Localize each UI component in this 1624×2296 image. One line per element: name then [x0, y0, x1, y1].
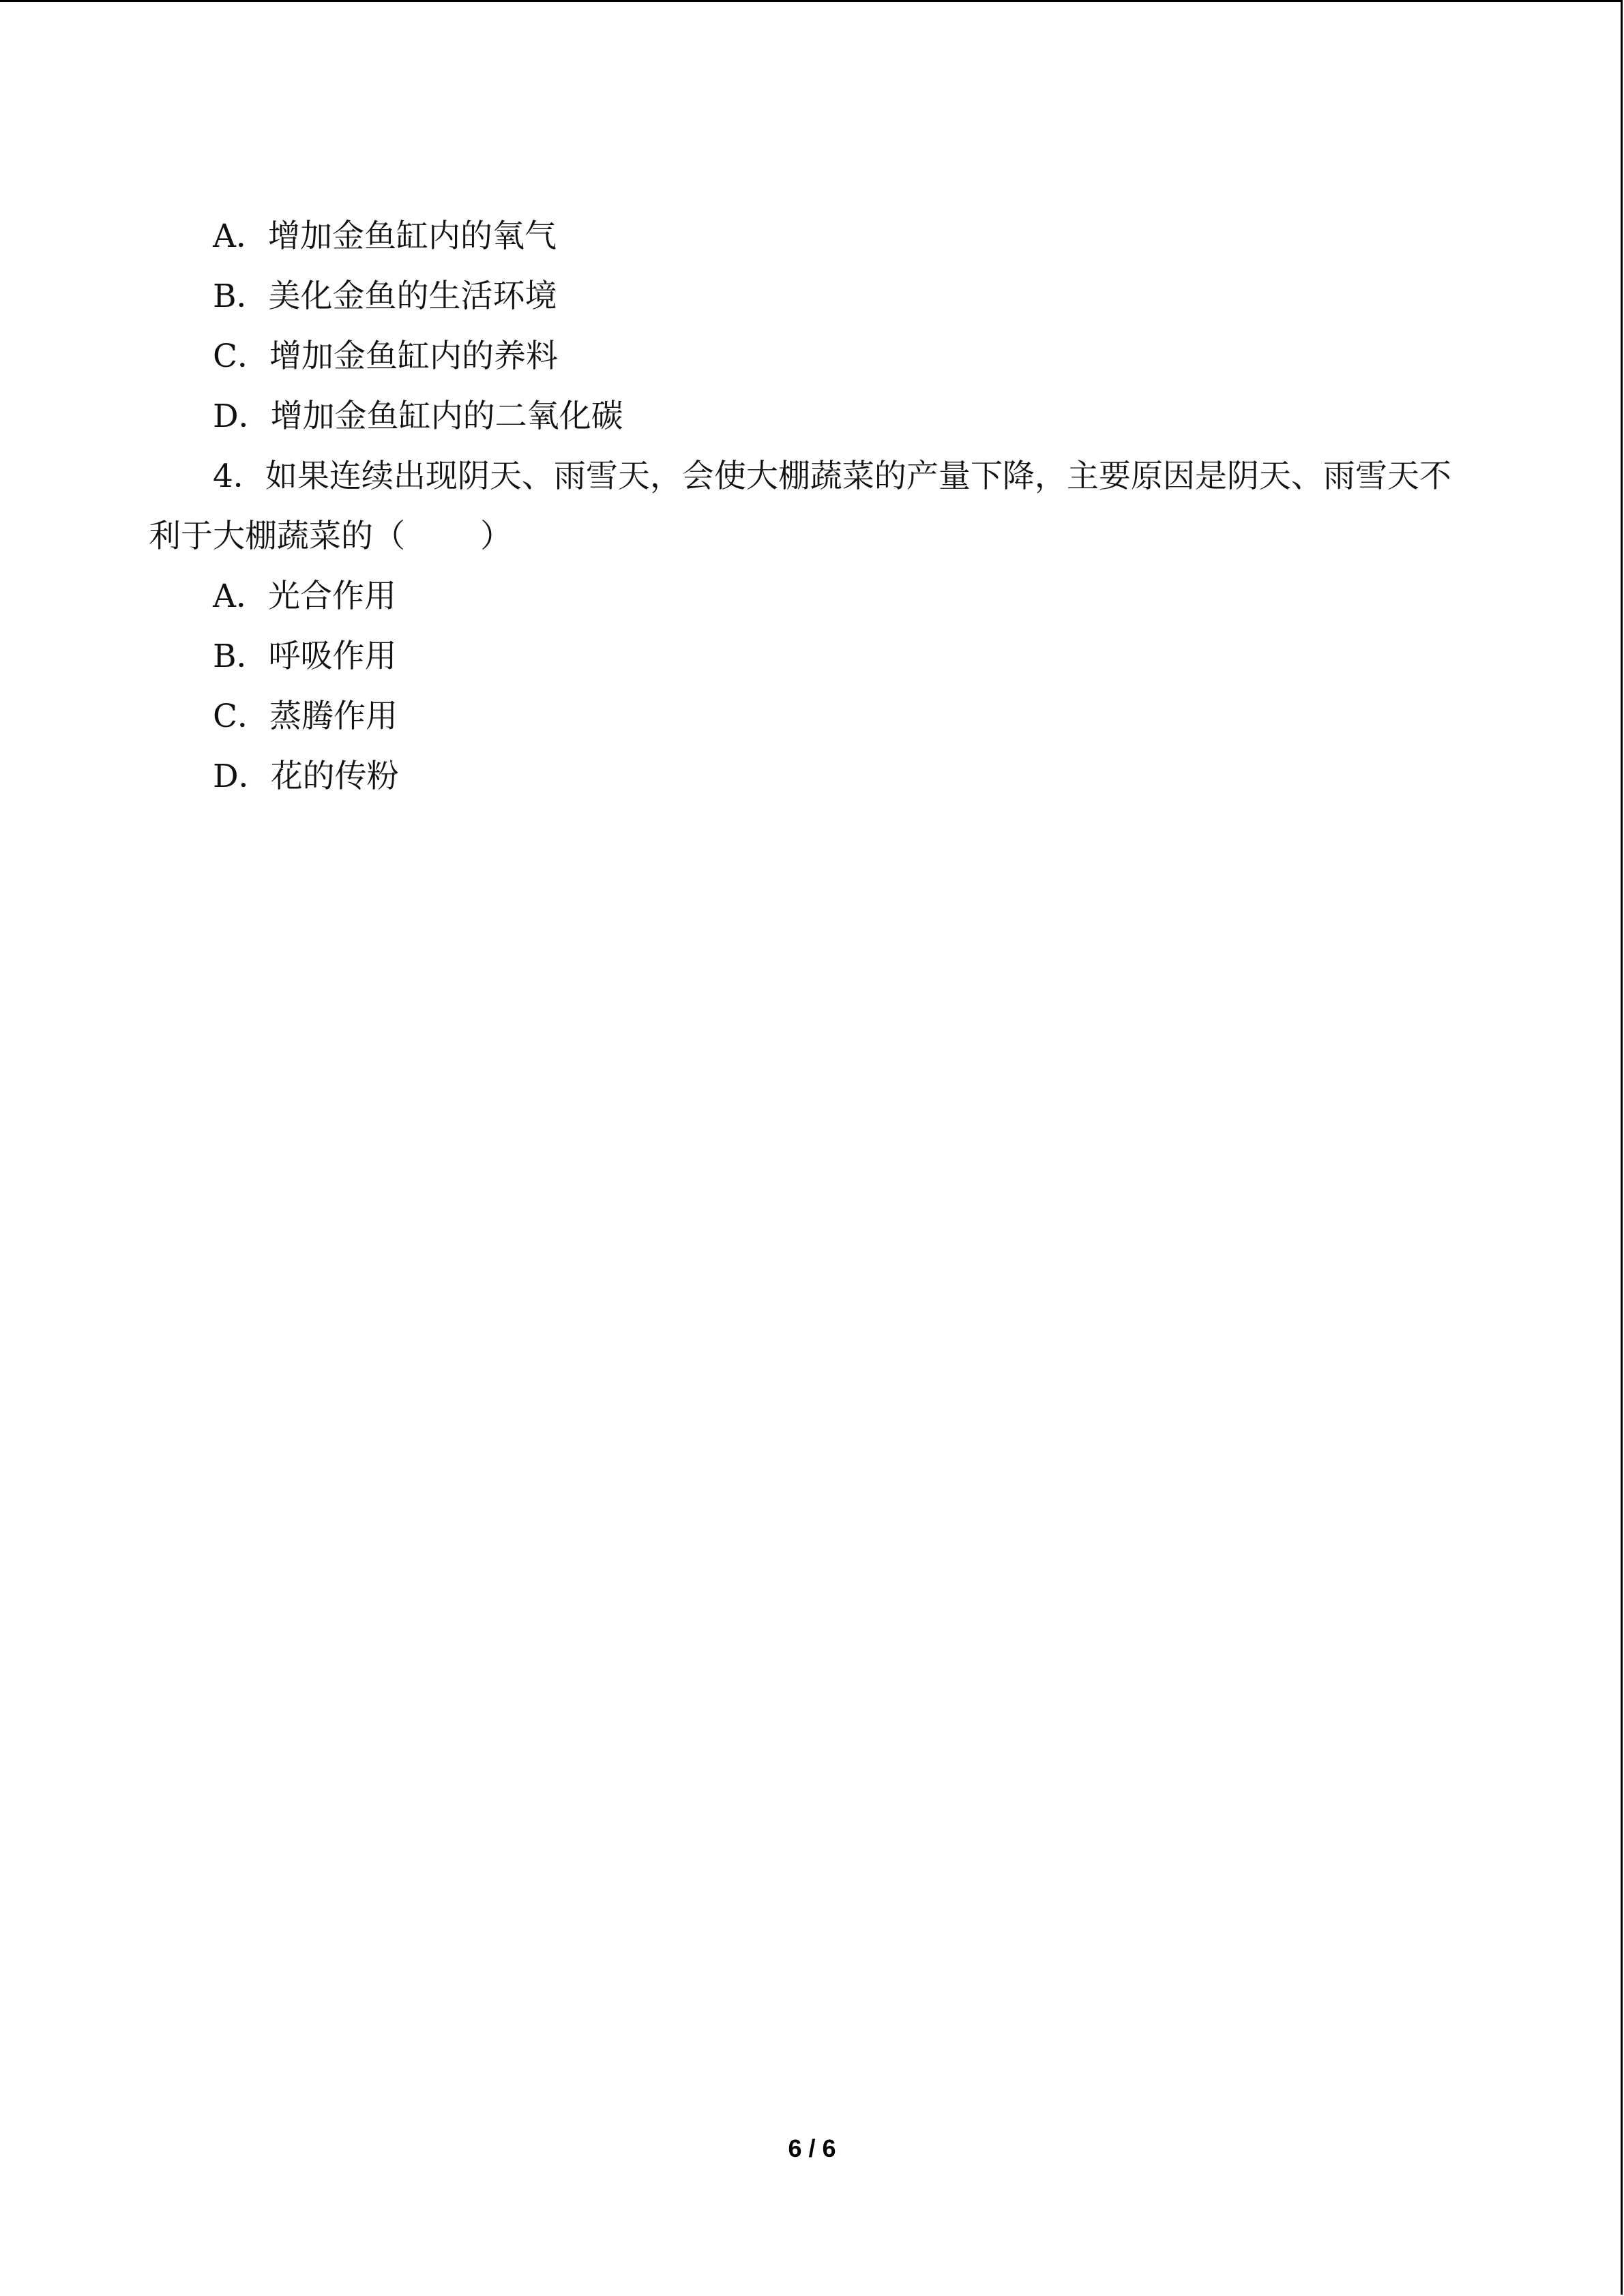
question-stem-text: 如果连续出现阴天、雨雪天，会使大棚蔬菜的产量下降，主要原因是阴天、雨雪天不 [265, 458, 1451, 495]
option-text: 蒸腾作用 [269, 698, 398, 735]
question-stem-continuation: 利于大棚蔬菜的（ [149, 518, 405, 555]
q3-option-a [149, 207, 1486, 267]
option-text: 美化金鱼的生活环境 [268, 278, 557, 315]
option-text: 花的传粉 [270, 758, 399, 795]
page-content [149, 207, 1486, 807]
option-label: A． [213, 218, 268, 255]
option-text: 增加金鱼缸内的二氧化碳 [270, 398, 623, 435]
option-label: C． [213, 698, 269, 735]
closing-paren: ） [480, 518, 512, 555]
q4-option-c [149, 687, 1486, 747]
q4-stem-line2 [149, 507, 1486, 567]
q4-option-d [149, 747, 1486, 807]
q3-option-c [149, 327, 1486, 387]
option-label: A． [213, 578, 268, 615]
q4-option-b [149, 627, 1486, 687]
q3-option-b [149, 267, 1486, 327]
option-text: 增加金鱼缸内的养料 [269, 338, 558, 375]
option-text: 增加金鱼缸内的氧气 [267, 218, 557, 255]
page-number: 6 / 6 [788, 2134, 836, 2162]
option-label: C． [213, 338, 269, 375]
q4-option-a [149, 567, 1486, 627]
q3-option-d [149, 387, 1486, 447]
question-number: 4． [213, 458, 265, 495]
option-text: 呼吸作用 [268, 638, 397, 675]
option-label: B． [213, 638, 269, 675]
option-label: B． [213, 278, 269, 315]
q4-stem-line1 [149, 447, 1486, 507]
option-text: 光合作用 [267, 578, 396, 615]
option-label: D． [213, 398, 271, 435]
option-label: D． [213, 758, 271, 795]
